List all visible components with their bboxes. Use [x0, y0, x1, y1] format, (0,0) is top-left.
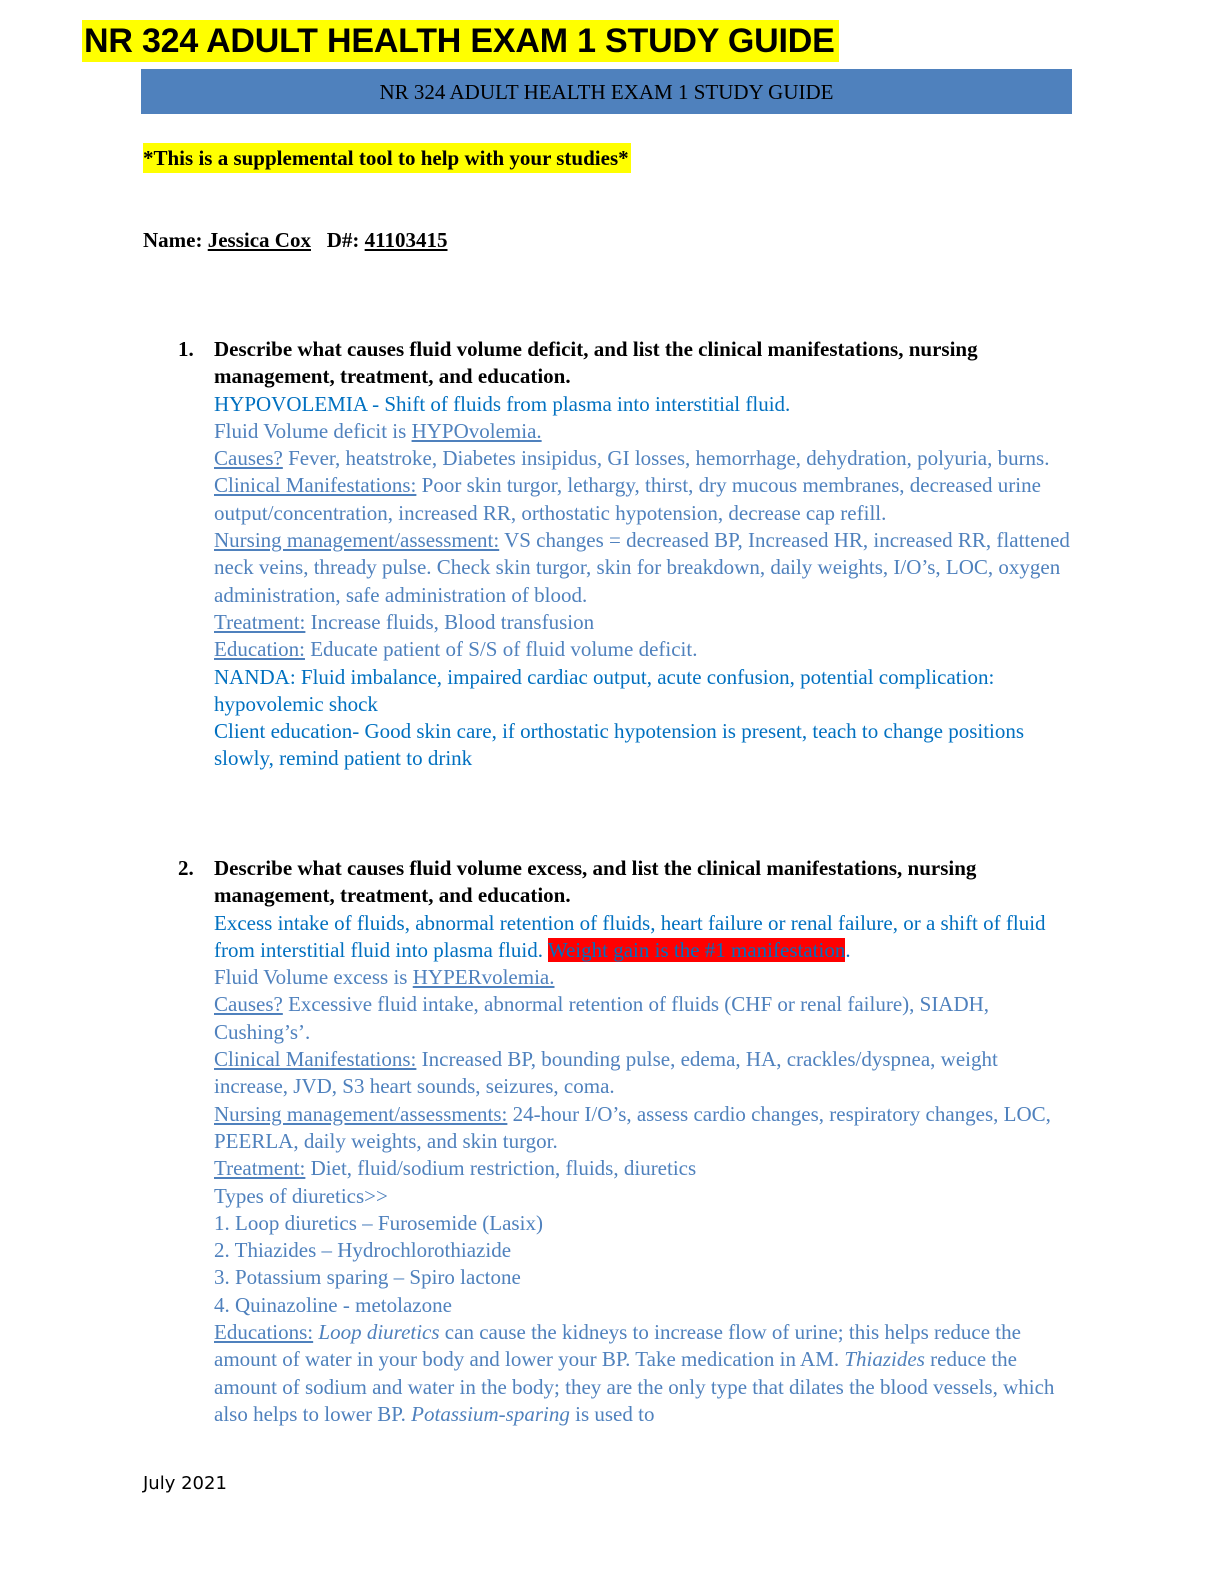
question-number: 2.	[178, 856, 194, 880]
answer-line: HYPOVOLEMIA - Shift of fluids from plasma into interstitial fluid.	[214, 391, 791, 416]
footer-date: July 2021	[143, 1473, 227, 1494]
answer-line	[214, 418, 1074, 445]
nursing-management-line	[214, 1101, 1074, 1156]
name-label: Name:	[143, 228, 203, 252]
nursing-management-label: Nursing management/assessments:	[214, 1101, 508, 1126]
treatment-line	[214, 609, 1074, 636]
question-text: Describe what causes fluid volume excess, and list the clinical manifestations, nursing management, treatment, and education.	[214, 856, 977, 908]
education-text: can cause the kidneys to increase flow of urine; this helps reduce the amount of water in your body and lower your BP. Take medication in AM.	[214, 1320, 1021, 1372]
manifestations-label: Clinical Manifestations:	[214, 1047, 417, 1072]
manifestations-line	[214, 1046, 1074, 1101]
id-label: D#:	[326, 228, 360, 252]
education-text: Educate patient of S/S of fluid volume deficit.	[304, 637, 698, 662]
title-banner: NR 324 ADULT HEALTH EXAM 1 STUDY GUIDE	[141, 69, 1072, 114]
education-line	[214, 636, 1074, 663]
student-name: Jessica Cox	[207, 228, 311, 252]
education-line	[214, 1319, 1074, 1428]
highlighted-text: Weight gain is the #1 manifestation	[547, 937, 846, 962]
answer-text: Fluid Volume excess is	[214, 965, 413, 990]
student-info	[143, 225, 448, 255]
treatment-label: Treatment:	[214, 609, 306, 634]
diuretics-heading: Types of diuretics>>	[214, 1183, 388, 1208]
treatment-label: Treatment:	[214, 1156, 306, 1181]
answer-line	[214, 964, 1074, 991]
drug-class: Thiazides	[844, 1347, 925, 1372]
nursing-management-line	[214, 527, 1074, 609]
manifestations-label: Clinical Manifestations:	[214, 473, 417, 498]
diuretic-item: 1. Loop diuretics – Furosemide (Lasix)	[214, 1210, 543, 1235]
treatment-line	[214, 1155, 1074, 1182]
answer-term: HYPERvolemia.	[412, 965, 555, 990]
answer-text: Fluid Volume deficit is	[214, 418, 412, 443]
student-id: 41103415	[364, 228, 448, 252]
causes-text: Excessive fluid intake, abnormal retention of fluids (CHF or renal failure), SIADH, Cushing’s’.	[214, 992, 990, 1044]
answer-2	[214, 910, 1074, 1429]
answer-text: Excess intake of fluids, abnormal retention of fluids, heart failure or renal failure, or a shift of fluid from interstitial fluid into plasma fluid.	[214, 910, 1046, 962]
manifestations-text: Poor skin turgor, lethargy, thirst, dry mucous membranes, decreased urine output/concentration, increased RR, orthostatic hypotension, decrease cap refill.	[214, 473, 1041, 525]
causes-text: Fever, heatstroke, Diabetes insipidus, GI losses, hemorrhage, dehydration, polyuria, burns.	[282, 446, 1050, 471]
client-education-line: Client education- Good skin care, if orthostatic hypotension is present, teach to change positions slowly, remind patient to drink	[214, 719, 1025, 771]
education-text: is used to	[569, 1401, 655, 1426]
nursing-management-text: VS changes = decreased BP, Increased HR, increased RR, flattened neck veins, thready pulse. Check skin turgor, skin for breakdown, daily weights, I/O’s, LOC, oxygen administration, safe administration of blood.	[214, 528, 1070, 607]
diuretic-item: 4. Quinazoline - metolazone	[214, 1292, 452, 1317]
causes-label: Causes?	[214, 446, 283, 471]
question-2	[178, 855, 1058, 1428]
drug-class: Loop diuretics	[318, 1320, 440, 1345]
drug-class: Potassium-sparing	[411, 1401, 570, 1426]
causes-line	[214, 991, 1074, 1046]
question-1	[178, 336, 1070, 773]
answer-line	[214, 910, 1074, 965]
nursing-management-label: Nursing management/assessment:	[214, 528, 500, 553]
treatment-text: Increase fluids, Blood transfusion	[305, 609, 595, 634]
document-title: NR 324 ADULT HEALTH EXAM 1 STUDY GUIDE	[82, 20, 839, 62]
education-text: reduce the amount of sodium and water in the body; they are the only type that dilates the blood vessels, which also helps to lower BP.	[214, 1347, 1055, 1426]
causes-label: Causes?	[214, 992, 283, 1017]
treatment-text: Diet, fluid/sodium restriction, fluids, diuretics	[305, 1156, 697, 1181]
manifestations-line	[214, 472, 1074, 527]
answer-term: HYPOvolemia.	[411, 418, 542, 443]
supplemental-note: *This is a supplemental tool to help with your studies*	[143, 143, 631, 173]
question-text: Describe what causes fluid volume deficit, and list the clinical manifestations, nursing management, treatment, and education.	[214, 337, 978, 389]
answer-text: .	[845, 937, 851, 962]
nanda-line: NANDA: Fluid imbalance, impaired cardiac output, acute confusion, potential complication: hypovolemic shock	[214, 664, 995, 716]
diuretic-item: 3. Potassium sparing – Spiro lactone	[214, 1265, 521, 1290]
education-label: Educations:	[214, 1320, 314, 1345]
manifestations-text: Increased BP, bounding pulse, edema, HA, crackles/dyspnea, weight increase, JVD, S3 heart sounds, seizures, coma.	[214, 1047, 998, 1099]
causes-line	[214, 445, 1074, 472]
answer-1	[214, 391, 1074, 773]
education-label: Education:	[214, 637, 305, 662]
question-number: 1.	[178, 337, 194, 361]
nursing-management-text: 24-hour I/O’s, assess cardio changes, respiratory changes, LOC, PEERLA, daily weights, and skin turgor.	[214, 1101, 1051, 1153]
diuretic-item: 2. Thiazides – Hydrochlorothiazide	[214, 1238, 512, 1263]
